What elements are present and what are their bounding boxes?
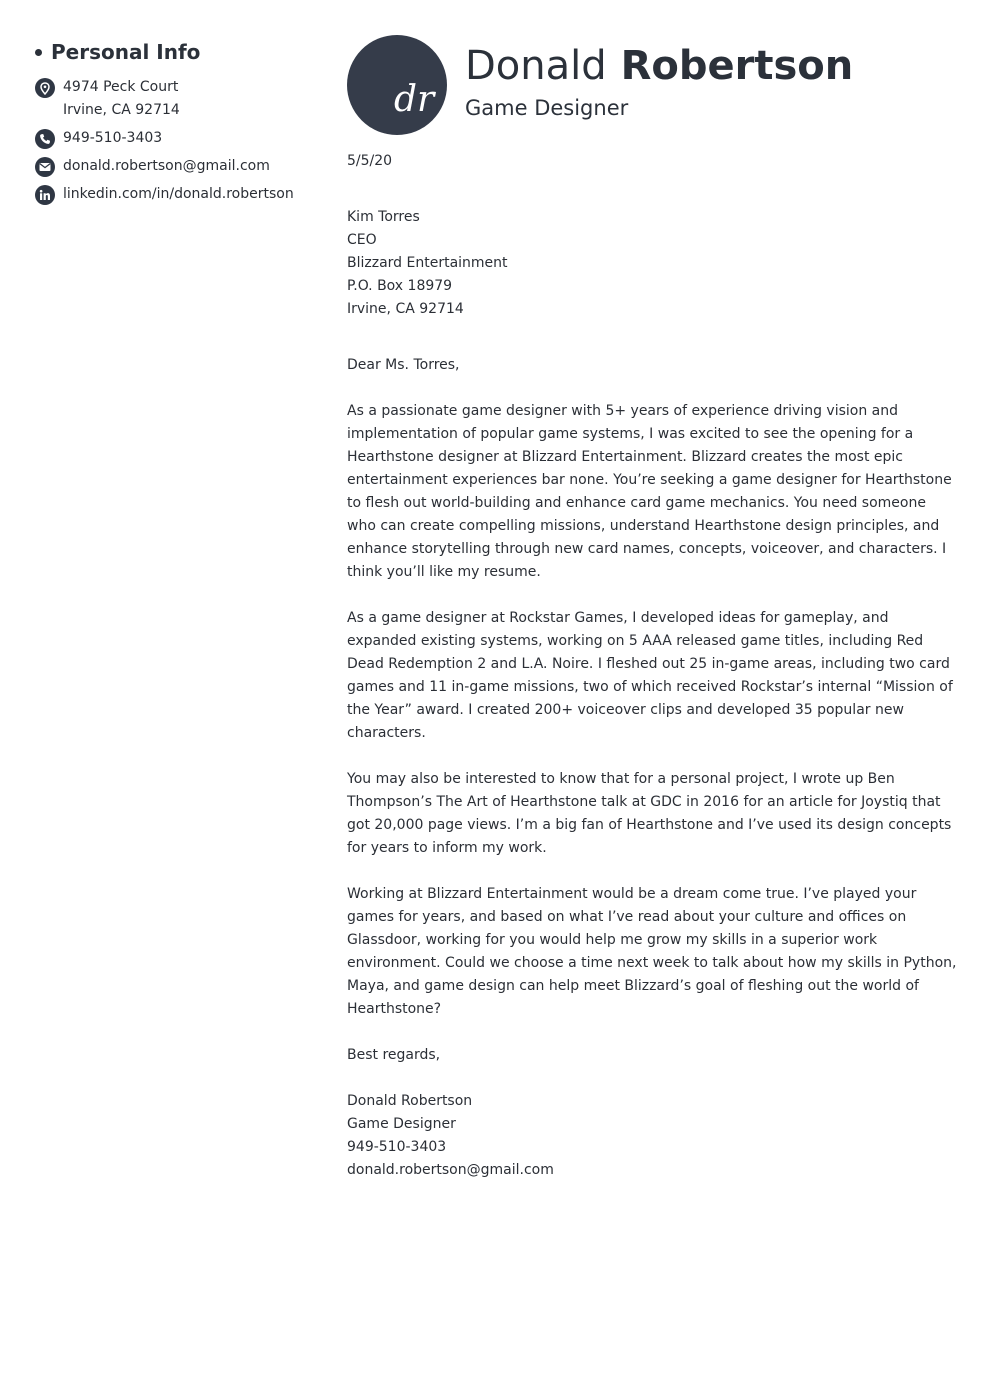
letter-header (347, 35, 853, 135)
full-name (465, 41, 853, 91)
first-name: Donald (465, 43, 607, 89)
recipient-name: Kim Torres (347, 209, 420, 225)
signature-title: Game Designer (347, 1116, 456, 1132)
email-link[interactable]: donald.robertson@gmail.com (63, 158, 270, 174)
personal-info-title: Personal Info (51, 40, 201, 64)
phone-icon (35, 129, 55, 149)
signature-name: Donald Robertson (347, 1093, 473, 1109)
email-icon (35, 157, 55, 177)
recipient-block (347, 206, 957, 321)
last-name: Robertson (620, 43, 854, 89)
salutation: Dear Ms. Torres, (347, 357, 460, 373)
letter-date: 5/5/20 (347, 153, 393, 169)
signature-phone: 949-510-3403 (347, 1139, 447, 1155)
job-title: Game Designer (465, 96, 629, 120)
recipient-company: Blizzard Entertainment (347, 255, 508, 271)
recipient-address-2: Irvine, CA 92714 (347, 301, 464, 317)
body-paragraph-3: You may also be interested to know that for a personal project, I wrote up Ben Thompson’s The Art of Hearthstone talk at GDC in 2016 for an article for Joystiq that got 20,000 page views. I’m a big fan of Hearthstone and I’ve used its design concepts for years to inform my work. (347, 771, 952, 856)
closing: Best regards, (347, 1047, 441, 1063)
phone-link[interactable]: 949-510-3403 (63, 130, 163, 146)
address-text (63, 76, 180, 122)
body-paragraph-1: As a passionate game designer with 5+ years of experience driving vision and implementation of popular game systems, I was excited to see the opening for a Hearthstone designer at Blizzard Entertainment. Blizzard creates the most epic entertainment experiences bar none. You’re seeking a game designer for Hearthstone to flesh out world-building and enhance card game mechanics. You need someone who can create compelling missions, understand Hearthstone design principles, and enhance storytelling through new card names, concepts, voiceover, and characters. I think you’ll like my resume. (347, 403, 952, 580)
contact-email (35, 155, 325, 178)
name-block (465, 41, 853, 123)
address-line-2: Irvine, CA 92714 (63, 102, 180, 118)
recipient-address-1: P.O. Box 18979 (347, 278, 453, 294)
contact-linkedin (35, 183, 325, 206)
recipient-title: CEO (347, 232, 377, 248)
contact-phone (35, 127, 325, 150)
body-paragraph-2: As a game designer at Rockstar Games, I developed ideas for gameplay, and expanded existing systems, working on 5 AAA released game titles, including Red Dead Redemption 2 and L.A. Noire. I fleshed out 25 in-game areas, including two card games and 11 in-game missions, two of which received Rockstar’s internal “Mission of the Year” award. I created 200+ voiceover clips and developed 35 popular new characters. (347, 610, 953, 741)
letter-body (347, 150, 957, 1182)
bullet-dot (35, 49, 42, 56)
location-icon (35, 78, 55, 98)
body-paragraph-4: Working at Blizzard Entertainment would be a dream come true. I’ve played your games for years, and based on what I’ve read about your culture and offices on Glassdoor, working for you would help me grow my skills in a superior work environment. Could we choose a time next week to talk about how my skills in Python, Maya, and game design can help meet Blizzard’s goal of fleshing out the world of Hearthstone? (347, 886, 957, 1017)
address-line-1: 4974 Peck Court (63, 79, 179, 95)
linkedin-link[interactable]: linkedin.com/in/donald.robertson (63, 186, 294, 202)
linkedin-icon (35, 185, 55, 205)
contact-list (35, 76, 325, 206)
signature-email: donald.robertson@gmail.com (347, 1162, 554, 1178)
sidebar (35, 38, 325, 211)
monogram-initials: dr (394, 79, 435, 120)
contact-address (35, 76, 325, 122)
monogram-avatar (347, 35, 447, 135)
personal-info-heading (35, 38, 325, 66)
signature-block (347, 1090, 957, 1182)
